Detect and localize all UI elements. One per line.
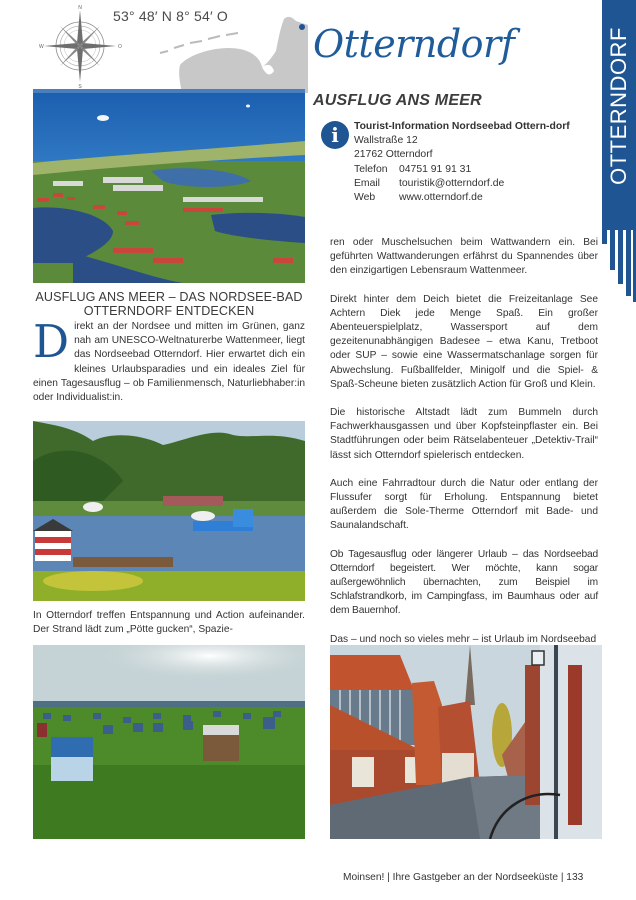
page-title: Otterndorf <box>313 22 515 66</box>
paragraph-right-1: ren oder Muschelsuchen beim Wattwandern ein. Bei geführten Wattwanderungen erfährst du Spannendes über den einzigartigen Lebensraum Wattenmeer. <box>330 237 598 277</box>
beach-photo <box>33 645 305 839</box>
right-column <box>330 236 598 675</box>
town-photo <box>330 645 602 839</box>
info-title: Tourist-Information Nordseebad Ottern-dorf <box>354 121 570 132</box>
side-tab <box>602 0 636 212</box>
paragraph-right-4: Auch eine Fahrradtour durch die Natur oder entlang der Flussufer sorgt für Erholung. Entspannung bietet außerdem die Sole-Therme Otterndorf mit Bade- und Saunalandschaft. <box>330 477 598 532</box>
compass-rose-icon <box>38 4 122 88</box>
info-row-email <box>354 177 584 191</box>
compass-o-label: O <box>118 44 122 50</box>
coastline-map-icon <box>150 5 308 93</box>
page-footer: Moinsen! | Ihre Gastgeber an der Nordseeküste | 133 <box>343 872 584 883</box>
intro-paragraph: Direkt an der Nordsee und mitten im Grünen, ganz nah am UNESCO-Weltnaturerbe Wattenmeer, liegt das Nordseebad Otterndorf. Hier erwartet dich ein kleines Urlaubsparadies und ein ideales Ziel für einen Tagesausflug – ob Familienmensch, Naturliebhaber:in oder Individualist:in. <box>33 315 305 404</box>
info-street: Wallstraße 12 <box>354 135 418 147</box>
side-tab-label: OTTERNDORF <box>606 27 632 185</box>
page-subtitle: AUSFLUG ANS MEER <box>313 92 482 109</box>
paragraph-right-5: Ob Tagesausflug oder längerer Urlaub – das Nordseebad Otterndorf begeistert. Wer möchte, kann sogar außergewöhnlich übernachten, zum Beispiel im Schlafstrandkorb, im Campingfass, im Baumhaus oder auf dem Bauernhof. <box>330 548 598 617</box>
email-link[interactable]: touristik@otterndorf.de <box>399 177 505 189</box>
lake-photo <box>33 421 305 601</box>
info-label: Web <box>354 192 376 204</box>
phone-value[interactable]: 04751 91 91 31 <box>399 163 472 175</box>
contact-info <box>354 120 584 205</box>
compass-w-label: W <box>39 44 44 50</box>
paragraph-left-2: In Otterndorf treffen Entspannung und Action aufeinander. Der Strand lädt zum „Pötte gucken“, Spazie- <box>33 610 305 636</box>
info-label: Telefon <box>354 163 388 175</box>
compass-s-label: S <box>78 84 82 88</box>
section-heading: AUSFLUG ANS MEER – DAS NORDSEE-BAD OTTERNDORF ENTDECKEN <box>35 290 303 318</box>
info-label: Email <box>354 177 380 189</box>
paragraph-right-2: Direkt hinter dem Deich bietet die Freizeitanlage See Achtern Diek jede Menge Spaß. Ein großer Abenteuerspielplatz, Wassersport auf dem gezeitenunabhängigen Badesee – etwa Kanu, Tretboot oder SUP – sowie eine Wassermatschanlage sorgen für Abwechslung. Fußballfelder, Minigolf und die Spiel- & Spaß-Scheune bieten zusätzlich Action für Groß und Klein. <box>330 293 598 390</box>
compass-n-label: N <box>78 5 82 11</box>
paragraph-right-3: Die historische Altstadt lädt zum Bummeln durch Fachwerkhausgassen und über Kopfsteinpflaster ein. Bei Stadtführungen oder beim Rätselabenteuer „Detektiv-Trail“ lässt sich Otterndorf spielerisch entdecken. <box>330 407 598 461</box>
info-row-web <box>354 191 584 205</box>
web-link[interactable]: www.otterndorf.de <box>399 192 483 204</box>
aerial-photo <box>33 93 305 283</box>
info-city: 21762 Otterndorf <box>354 149 433 161</box>
info-icon: i <box>321 121 349 149</box>
paragraph-right-6: Das – und noch so vieles mehr – ist Urlaub im Nordseebad <box>330 633 597 645</box>
dropcap: D <box>33 315 70 368</box>
coordinates: 53° 48′ N 8° 54′ O <box>113 8 228 24</box>
info-row-phone <box>354 163 584 177</box>
side-tab-fringe <box>602 212 636 302</box>
